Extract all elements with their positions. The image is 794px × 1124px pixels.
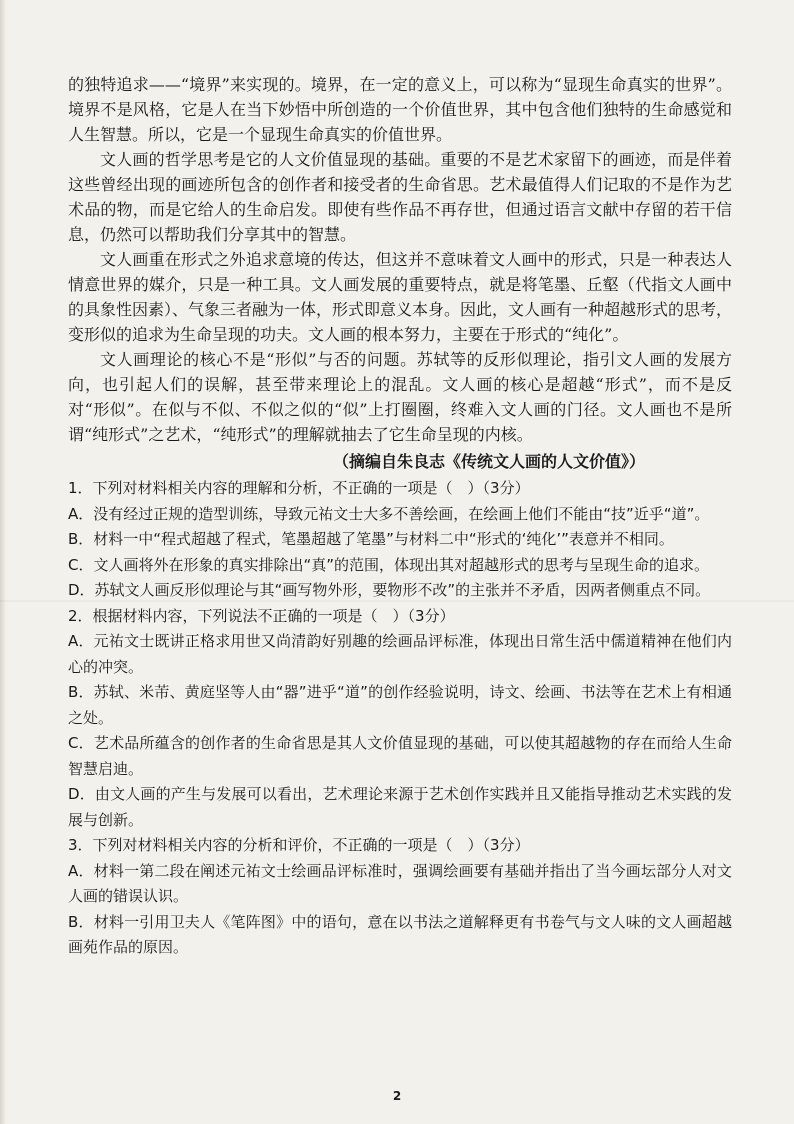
question-option: A．没有经过正规的造型训练，导致元祐文士大多不善绘画，在绘画上他们不能由“技”近乎“道”。 [68,504,710,523]
reading-passage [68,72,732,447]
page-number: 2 [392,1089,402,1103]
question-option: D．由文人画的产生与发展可以看出，艺术理论来源于艺术创作实践并且又能指导推动艺术实践的发展与创新。 [68,785,732,829]
question-option: D．苏轼文人画反形似理论与其“画写物外形，要物形不改”的主张并不矛盾，因两者侧重点不同。 [68,581,711,599]
question-option: B．材料一中“程式超越了程式，笔墨超越了笔墨”与材料二中“形式的‘纯化’”表意并不相同。 [68,530,674,548]
question-option: A．材料一第二段在阐述元祐文士绘画品评标准时，强调绘画要有基础并指出了当今画坛部分人对文人画的错误认识。 [68,861,732,905]
passage-paragraph: 文人画重在形式之外追求意境的传达，但这并不意味着文人画中的形式，只是一种表达人情意世界的媒介，只是一种工具。文人画发展的重要特点，就是将笔墨、丘壑（代指文人画中的具象性因素）、气象三者融为一体，形式即意义本身。因此，文人画有一种超越形式的思考，变形似的追求为生命呈现的功夫。文人画的根本努力，主要在于形式的“纯化”。 [68,250,733,344]
question-option: B．材料一引用卫夫人《笔阵图》中的语句，意在以书法之道解释更有书卷气与文人味的文人画超越画苑作品的原因。 [68,912,732,956]
passage-paragraph: 文人画理论的核心不是“形似”与否的问题。苏轼等的反形似理论，指引文人画的发展方向，也引起人们的误解，甚至带来理论上的混乱。文人画的核心是超越“形式”，而不是反对“形似”。在似与不似、不似之似的“似”上打圈圈，终难入文人画的门径。文人画也不是所谓“纯形式”之艺术，“纯形式”的理解就抽去了它生命呈现的内核。 [68,350,732,444]
question-stem: 3．下列对材料相关内容的分析和评价，不正确的一项是（ ）（3分） [68,836,530,854]
passage-paragraph: 的独特追求——“境界”来实现的。境界，在一定的意义上，可以称为“显现生命真实的世界”。境界不是风格，它是人在当下妙悟中所创造的一个价值世界，其中包含他们独特的生命感觉和人生智慧。所以，它是一个显现生命真实的价值世界。 [68,75,732,144]
scan-edge-shadow [0,0,6,1124]
question-stem: 1．下列对材料相关内容的理解和分析，不正确的一项是（ ）（3分） [68,479,530,497]
passage-source: （摘编自朱良志《传统文人画的人文价值》） [333,452,646,471]
question-option: B．苏轼、米芾、黄庭坚等人由“器”进乎“道”的创作经验说明，诗文、绘画、书法等在艺术上有相通之处。 [68,683,732,727]
passage-paragraph: 文人画的哲学思考是它的人文价值显现的基础。重要的不是艺术家留下的画迹，而是伴着这些曾经出现的画迹所包含的创作者和接受者的生命省思。艺术最值得人们记取的不是作为艺术品的物，而是它给人的生命启发。即使有些作品不再存世，但通过语言文献中存留的若干信息，仍然可以帮助我们分享其中的智慧。 [68,150,732,244]
question-list [68,476,732,961]
question-stem: 2．根据材料内容，下列说法不正确的一项是（ ）（3分） [68,606,455,625]
question-option: C．文人画将外在形象的真实排除出“真”的范围，体现出其对超越形式的思考与呈现生命的追求。 [68,555,710,574]
question-option: C．艺术品所蕴含的创作者的生命省思是其人文价值显现的基础，可以使其超越物的存在而给人生命智慧启迪。 [68,734,732,778]
question-option: A．元祐文士既讲正格求用世又尚清韵好别趣的绘画品评标准，体现出日常生活中儒道精神在他们内心的冲突。 [68,632,732,676]
